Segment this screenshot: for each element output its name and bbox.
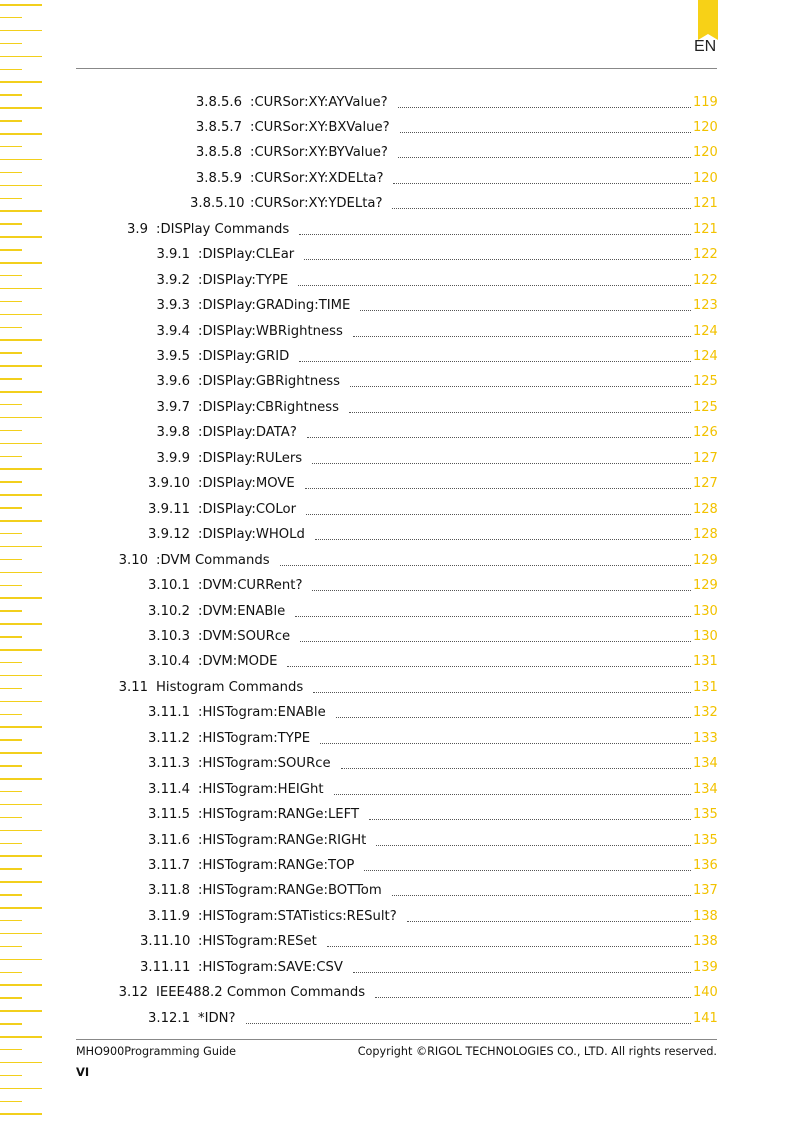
toc-entry-number: 3.11.10 — [140, 934, 191, 950]
ruler-tick — [0, 56, 42, 58]
toc-entry-page[interactable]: 134 — [693, 781, 718, 797]
toc-dot-leader — [320, 731, 691, 744]
toc-entry-number: 3.9 — [127, 221, 148, 237]
toc-dot-leader — [360, 298, 691, 311]
ruler-tick — [0, 933, 42, 935]
ruler-tick — [0, 159, 42, 161]
toc-entry[interactable] — [190, 168, 717, 188]
toc-dot-leader — [312, 578, 691, 591]
toc-entry-title: :DISPlay:CBRightness — [198, 399, 340, 415]
ruler-tick — [0, 81, 42, 83]
toc-dot-leader — [315, 527, 691, 540]
ruler-tick — [0, 881, 42, 883]
ruler-tick — [0, 559, 22, 561]
toc-entry[interactable] — [140, 499, 717, 519]
toc-entry-number: 3.9.2 — [156, 272, 190, 288]
toc-entry[interactable] — [140, 805, 717, 825]
ruler-tick — [0, 597, 42, 599]
ruler-tick — [0, 481, 22, 483]
toc-entry-page[interactable]: 120 — [693, 119, 718, 135]
ruler-tick — [0, 946, 22, 948]
toc-dot-leader — [312, 451, 691, 464]
toc-entry[interactable] — [112, 550, 717, 570]
toc-dot-leader — [327, 934, 691, 947]
toc-entry[interactable] — [140, 856, 717, 876]
ruler-tick — [0, 507, 22, 509]
language-tab-marker — [698, 0, 718, 34]
toc-dot-leader — [287, 654, 691, 667]
language-label: EN — [694, 38, 717, 55]
ruler-tick — [0, 301, 22, 303]
toc-entry[interactable] — [140, 652, 717, 672]
toc-dot-leader — [400, 120, 691, 133]
toc-entry-title: :DVM:ENABle — [198, 603, 286, 619]
toc-entry-page[interactable]: 121 — [693, 196, 718, 212]
ruler-tick — [0, 30, 42, 32]
page-number: VI — [76, 1065, 90, 1079]
toc-entry-page[interactable]: 138 — [693, 908, 718, 924]
toc-dot-leader — [307, 425, 691, 438]
toc-entry-title: :DISPlay Commands — [156, 221, 290, 237]
toc-entry-title: :DISPlay:WHOLd — [198, 527, 305, 543]
toc-entry[interactable] — [140, 448, 717, 468]
ruler-tick — [0, 223, 22, 225]
toc-entry-title: :HISTogram:SOURce — [198, 756, 331, 772]
toc-entry-page[interactable]: 141 — [693, 1010, 718, 1026]
ruler-tick — [0, 765, 22, 767]
toc-dot-leader — [350, 374, 691, 387]
toc-entry-number: 3.9.10 — [148, 476, 190, 492]
ruler-tick — [0, 430, 22, 432]
toc-entry[interactable] — [190, 143, 717, 163]
ruler-tick — [0, 752, 42, 754]
toc-entry-number: 3.8.5.9 — [195, 170, 242, 186]
toc-entry-page[interactable]: 135 — [693, 807, 718, 823]
toc-dot-leader — [364, 858, 691, 871]
toc-entry-page[interactable]: 121 — [693, 221, 718, 237]
toc-dot-leader — [304, 247, 691, 260]
side-ruler-decoration — [0, 0, 48, 1122]
ruler-tick — [0, 198, 22, 200]
toc-entry[interactable] — [112, 983, 717, 1003]
toc-entry[interactable] — [140, 423, 717, 443]
toc-dot-leader — [392, 196, 691, 209]
toc-dot-leader — [298, 273, 691, 286]
toc-entry[interactable] — [140, 830, 717, 850]
toc-entry[interactable] — [140, 881, 717, 901]
toc-entry-number: 3.9.9 — [156, 450, 190, 466]
ruler-tick — [0, 185, 42, 187]
toc-entry-number: 3.11.5 — [148, 807, 190, 823]
toc-entry-title: :DISPlay:TYPE — [198, 272, 289, 288]
toc-entry-page[interactable]: 133 — [693, 730, 718, 746]
ruler-tick — [0, 546, 42, 548]
toc-entry-page[interactable]: 139 — [693, 959, 718, 975]
toc-dot-leader — [299, 222, 691, 235]
ruler-tick — [0, 1075, 22, 1077]
ruler-tick — [0, 997, 22, 999]
toc-entry-title: :HISTogram:RANGe:LEFT — [198, 807, 360, 823]
ruler-tick — [0, 959, 42, 961]
ruler-tick — [0, 94, 22, 96]
toc-entry[interactable] — [140, 576, 717, 596]
toc-entry-page[interactable]: 130 — [693, 628, 718, 644]
ruler-tick — [0, 894, 22, 896]
ruler-tick — [0, 378, 22, 380]
toc-entry-number: 3.9.4 — [156, 323, 190, 339]
ruler-tick — [0, 662, 22, 664]
toc-dot-leader — [336, 705, 691, 718]
toc-dot-leader — [299, 349, 691, 362]
toc-entry-page[interactable]: 122 — [693, 272, 718, 288]
toc-entry-title: Histogram Commands — [156, 679, 304, 695]
ruler-tick — [0, 1036, 42, 1038]
toc-entry[interactable] — [140, 296, 717, 316]
toc-entry-number: 3.11.6 — [148, 832, 190, 848]
ruler-tick — [0, 984, 42, 986]
ruler-tick — [0, 249, 22, 251]
ruler-tick — [0, 726, 42, 728]
toc-entry-number: 3.9.1 — [156, 247, 190, 263]
toc-entry-number: 3.11.2 — [148, 730, 190, 746]
toc-dot-leader — [295, 604, 691, 617]
toc-entry-number: 3.11.4 — [148, 781, 190, 797]
toc-entry-number: 3.11.7 — [148, 858, 190, 873]
toc-entry-page[interactable]: 124 — [693, 323, 718, 339]
ruler-tick — [0, 636, 22, 638]
toc-dot-leader — [306, 502, 691, 515]
toc-entry-title: :DISPlay:GBRightness — [198, 374, 341, 390]
ruler-tick — [0, 417, 42, 419]
ruler-tick — [0, 868, 22, 870]
toc-entry-title: :CURSor:XY:BYValue? — [250, 145, 388, 161]
toc-entry-title: :CURSor:XY:AYValue? — [250, 94, 388, 110]
ruler-tick — [0, 1062, 42, 1064]
toc-entry-title: :DVM Commands — [156, 552, 270, 568]
toc-entry-title: :HISTogram:RANGe:BOTTom — [198, 883, 382, 899]
toc-entry[interactable] — [140, 728, 717, 748]
toc-entry[interactable] — [112, 677, 717, 697]
ruler-tick — [0, 17, 22, 19]
toc-entry-page[interactable]: 136 — [693, 858, 718, 873]
toc-entry[interactable] — [140, 906, 717, 926]
toc-entry-title: :HISTogram:TYPE — [198, 730, 311, 746]
toc-dot-leader — [369, 807, 691, 820]
toc-entry-number: 3.10 — [118, 552, 148, 568]
ruler-tick — [0, 533, 22, 535]
toc-entry-number: 3.10.4 — [148, 654, 190, 670]
toc-entry-page[interactable]: 124 — [693, 349, 718, 364]
toc-entry-page[interactable]: 130 — [693, 603, 718, 619]
toc-entry-number: 3.8.5.10 — [190, 196, 245, 212]
toc-dot-leader — [398, 145, 691, 158]
toc-dot-leader — [392, 883, 691, 896]
ruler-tick — [0, 262, 42, 264]
toc-entry-title: :HISTogram:RESet — [198, 934, 317, 950]
toc-entry-number: 3.9.8 — [156, 425, 190, 441]
ruler-tick — [0, 1049, 22, 1051]
toc-entry-page[interactable]: 119 — [693, 94, 718, 110]
toc-entry-title: :DISPlay:GRID — [198, 349, 290, 364]
toc-entry-title: :HISTogram:RANGe:TOP — [198, 858, 355, 873]
ruler-tick — [0, 907, 42, 909]
toc-entry[interactable] — [190, 92, 717, 112]
ruler-tick — [0, 572, 42, 574]
toc-entry-title: :DVM:SOURce — [198, 628, 291, 644]
toc-entry-number: 3.11.11 — [140, 959, 191, 975]
toc-entry-page[interactable]: 140 — [693, 985, 718, 1001]
ruler-tick — [0, 288, 42, 290]
ruler-tick — [0, 855, 42, 857]
toc-entry-page[interactable]: 126 — [693, 425, 718, 441]
toc-entry[interactable] — [140, 703, 717, 723]
ruler-tick — [0, 133, 42, 135]
toc-entry-title: :HISTogram:ENABle — [198, 705, 326, 721]
ruler-tick — [0, 456, 22, 458]
ruler-tick — [0, 1010, 42, 1012]
toc-entry-number: 3.9.7 — [156, 399, 190, 415]
ruler-tick — [0, 352, 22, 354]
ruler-tick — [0, 275, 22, 277]
toc-entry-page[interactable]: 128 — [693, 527, 718, 543]
toc-entry-number: 3.9.6 — [156, 374, 190, 390]
toc-dot-leader — [246, 1011, 691, 1024]
toc-entry-title: :CURSor:XY:YDELta? — [250, 196, 383, 212]
toc-entry-page[interactable]: 128 — [693, 501, 718, 517]
toc-entry-page[interactable]: 125 — [693, 399, 718, 415]
toc-entry-number: 3.9.11 — [148, 501, 190, 517]
ruler-tick — [0, 675, 42, 677]
ruler-tick — [0, 146, 22, 148]
toc-entry-title: *IDN? — [198, 1010, 236, 1026]
toc-entry-title: :HISTogram:HEIGht — [198, 781, 324, 797]
toc-entry[interactable] — [140, 626, 717, 646]
footer-divider — [76, 1039, 717, 1040]
toc-entry[interactable] — [140, 347, 717, 367]
toc-entry[interactable] — [140, 957, 717, 977]
ruler-tick — [0, 43, 22, 45]
toc-dot-leader — [280, 553, 691, 566]
toc-entry[interactable] — [140, 372, 717, 392]
ruler-tick — [0, 120, 22, 122]
ruler-tick — [0, 339, 42, 341]
toc-entry-page[interactable]: 131 — [693, 679, 718, 695]
toc-entry[interactable] — [140, 525, 717, 545]
toc-entry-page[interactable]: 132 — [693, 705, 718, 721]
toc-entry-number: 3.8.5.6 — [195, 94, 242, 110]
toc-entry-page[interactable]: 131 — [693, 654, 718, 670]
toc-entry-number: 3.11.9 — [148, 908, 190, 924]
toc-entry-title: :DISPlay:WBRightness — [198, 323, 343, 339]
ruler-tick — [0, 236, 42, 238]
toc-entry-page[interactable]: 137 — [693, 883, 718, 899]
ruler-tick — [0, 327, 22, 329]
header-divider — [76, 68, 717, 69]
toc-entry-number: 3.10.2 — [148, 603, 190, 619]
toc-entry-number: 3.12 — [118, 985, 148, 1001]
toc-entry-title: :DISPlay:CLEar — [198, 247, 295, 263]
toc-entry-title: :CURSor:XY:XDELta? — [250, 170, 384, 186]
toc-entry-page[interactable]: 122 — [693, 247, 718, 263]
toc-entry-page[interactable]: 127 — [693, 476, 718, 492]
toc-entry-number: 3.9.12 — [148, 527, 190, 543]
toc-entry-page[interactable]: 120 — [693, 170, 718, 186]
ruler-tick — [0, 778, 42, 780]
toc-entry[interactable] — [190, 194, 717, 214]
ruler-tick — [0, 4, 42, 6]
ruler-tick — [0, 701, 42, 703]
toc-dot-leader — [376, 833, 691, 846]
toc-entry-title: :DVM:CURRent? — [198, 578, 303, 594]
toc-entry[interactable] — [140, 779, 717, 799]
ruler-tick — [0, 688, 22, 690]
toc-entry-number: 3.9.3 — [156, 298, 190, 314]
ruler-tick — [0, 739, 22, 741]
ruler-tick — [0, 494, 42, 496]
toc-entry-page[interactable]: 135 — [693, 832, 718, 848]
toc-dot-leader — [353, 324, 691, 337]
toc-entry-number: 3.10.3 — [148, 628, 190, 644]
toc-entry-number: 3.11.8 — [148, 883, 190, 899]
toc-dot-leader — [398, 95, 691, 108]
ruler-tick — [0, 404, 22, 406]
ruler-tick — [0, 585, 22, 587]
toc-dot-leader — [334, 782, 691, 795]
toc-entry-title: :HISTogram:SAVE:CSV — [198, 959, 343, 975]
toc-entry-title: :DISPlay:DATA? — [198, 425, 297, 441]
ruler-tick — [0, 972, 22, 974]
toc-entry-page[interactable]: 129 — [693, 552, 718, 568]
ruler-tick — [0, 1101, 22, 1103]
toc-entry-title: :DISPlay:GRADing:TIME — [198, 298, 351, 314]
ruler-tick — [0, 817, 22, 819]
toc-entry-title: :DVM:MODE — [198, 654, 278, 670]
ruler-tick — [0, 468, 42, 470]
ruler-tick — [0, 314, 42, 316]
footer-document-title: MHO900Programming Guide — [76, 1045, 237, 1058]
toc-entry-title: :DISPlay:RULers — [198, 450, 303, 466]
ruler-tick — [0, 365, 42, 367]
ruler-tick — [0, 107, 42, 109]
ruler-tick — [0, 791, 22, 793]
ruler-tick — [0, 391, 42, 393]
toc-entry-page[interactable]: 123 — [693, 298, 718, 314]
ruler-tick — [0, 649, 42, 651]
ruler-tick — [0, 610, 22, 612]
toc-entry-number: 3.10.1 — [148, 578, 190, 594]
toc-dot-leader — [305, 476, 691, 489]
toc-dot-leader — [300, 629, 691, 642]
ruler-tick — [0, 623, 42, 625]
toc-dot-leader — [313, 680, 691, 693]
toc-entry-title: :HISTogram:RANGe:RIGHt — [198, 832, 367, 848]
ruler-tick — [0, 804, 42, 806]
toc-entry[interactable] — [140, 1008, 717, 1028]
toc-entry-page[interactable]: 134 — [693, 756, 718, 772]
toc-entry-page[interactable]: 120 — [693, 145, 718, 161]
toc-entry-page[interactable]: 138 — [693, 934, 718, 950]
toc-entry[interactable] — [140, 754, 717, 774]
toc-entry[interactable] — [140, 270, 717, 290]
ruler-tick — [0, 1088, 42, 1090]
toc-entry-number: 3.9.5 — [156, 349, 190, 364]
toc-entry[interactable] — [190, 117, 717, 137]
ruler-tick — [0, 443, 42, 445]
ruler-tick — [0, 920, 22, 922]
toc-entry-number: 3.11.1 — [148, 705, 190, 721]
toc-dot-leader — [353, 960, 691, 973]
toc-dot-leader — [341, 756, 691, 769]
ruler-tick — [0, 1023, 22, 1025]
toc-entry-number: 3.11 — [118, 679, 148, 695]
toc-dot-leader — [349, 400, 691, 413]
toc-entry[interactable] — [140, 601, 717, 621]
toc-entry-title: :DISPlay:MOVE — [198, 476, 295, 492]
toc-entry[interactable] — [140, 245, 717, 265]
toc-entry-page[interactable]: 125 — [693, 374, 718, 390]
toc-entry-page[interactable]: 127 — [693, 450, 718, 466]
toc-entry[interactable] — [140, 932, 717, 952]
toc-entry-title: :CURSor:XY:BXValue? — [250, 119, 390, 135]
toc-entry[interactable] — [112, 219, 717, 239]
toc-dot-leader — [393, 171, 691, 184]
toc-entry-title: :DISPlay:COLor — [198, 501, 297, 517]
toc-entry-title: IEEE488.2 Common Commands — [156, 985, 366, 1001]
toc-entry-number: 3.8.5.7 — [195, 119, 242, 135]
ruler-tick — [0, 172, 22, 174]
ruler-tick — [0, 210, 42, 212]
toc-entry-number: 3.12.1 — [148, 1010, 190, 1026]
toc-entry-number: 3.8.5.8 — [195, 145, 242, 161]
toc-dot-leader — [375, 985, 691, 998]
ruler-tick — [0, 1113, 42, 1115]
ruler-tick — [0, 714, 22, 716]
ruler-tick — [0, 520, 42, 522]
toc-entry[interactable] — [140, 321, 717, 341]
ruler-tick — [0, 69, 22, 71]
toc-entry[interactable] — [140, 474, 717, 494]
toc-entry-number: 3.11.3 — [148, 756, 190, 772]
toc-entry[interactable] — [140, 397, 717, 417]
toc-entry-title: :HISTogram:STATistics:RESult? — [198, 908, 397, 924]
ruler-tick — [0, 830, 42, 832]
toc-entry-page[interactable]: 129 — [693, 578, 718, 594]
ruler-tick — [0, 843, 22, 845]
footer-copyright: Copyright ©RIGOL TECHNOLOGIES CO., LTD. All rights reserved. — [357, 1045, 717, 1058]
toc-dot-leader — [407, 909, 691, 922]
